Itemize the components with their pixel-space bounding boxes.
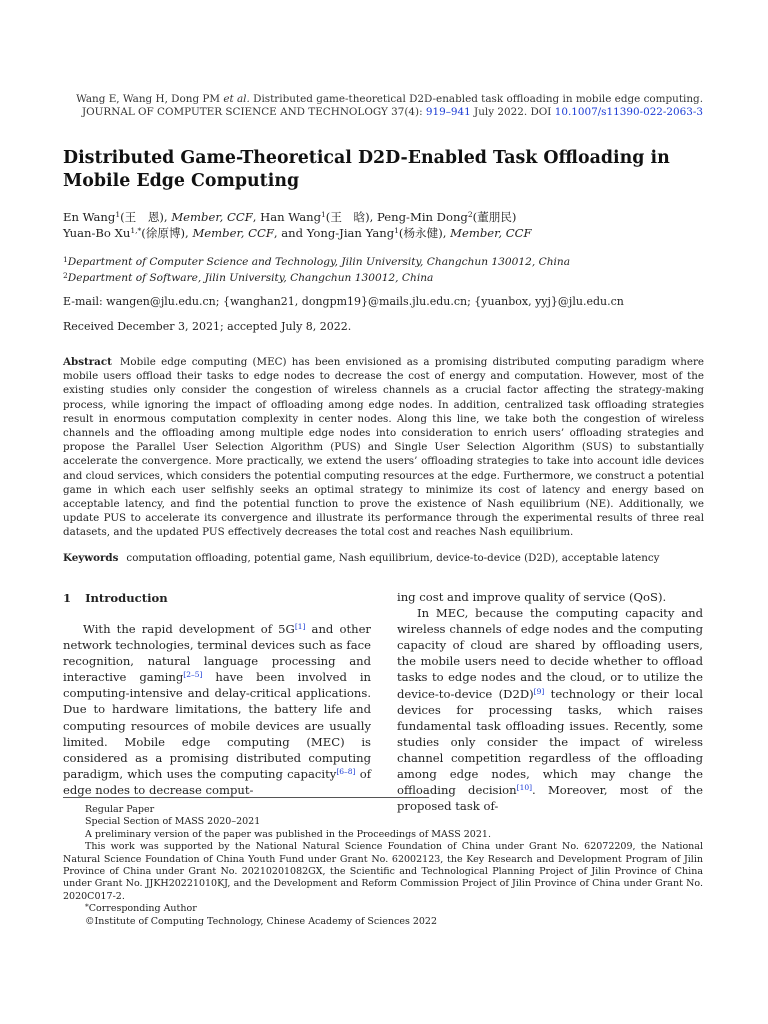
affiliation-text: Department of Software, Jilin University, Changchun 130012, China — [67, 272, 434, 284]
author-affil-mark: 1,* — [130, 226, 142, 235]
author-affil-mark: 2 — [467, 210, 473, 219]
section-number: 1 — [63, 591, 72, 605]
author-name: Yong-Jian Yang — [306, 226, 395, 240]
author-name: Han Wang — [260, 210, 322, 224]
publication-date: July 2022. DOI — [470, 106, 555, 118]
affiliation-text: Department of Computer Science and Technology, Jilin University, Changchun 130012, China — [67, 256, 571, 268]
author-chinese-name: (董朋民) — [472, 210, 517, 224]
abstract-label: Abstract — [63, 356, 112, 368]
affiliation-2 — [63, 271, 703, 285]
abstract-text: Mobile edge computing (MEC) has been envisioned as a promising distributed computing paradigm where mobile users offload their tasks to edge nodes to decrease the cost of energy and computation. However, most of the existing studies only consider the congestion of wireless channels as a crucial factor affecting the strategy-making process, while ignoring the impact of offloading among edge nodes. In addition, centralized task offloading strategies result in enormous computation complexity in center nodes. Along this line, we take both the congestion of wireless channels and the offloading among multiple edge nodes into consideration to enrich users’ offloading strategies and propose the Parallel User Selection Algorithm (PUS) and Single User Selection Algorithm (SUS) to substantially accelerate the convergence. More practically, we extend the users’ offloading strategies to take into account idle devices and cloud services, which considers the potential computing resources at the edge. Furthermore, we construct a potential game in which each user selfishly seeks an optimal strategy to minimize its cost of latency and energy based on acceptable latency, and find the potential function to prove the existence of Nash equilibrium (NE). Additionally, we update PUS to accelerate its convergence and illustrate its performance through the experimental results of three real datasets, and the updated PUS effectively decreases the total cost and reaches Nash equilibrium. — [63, 356, 704, 539]
footnote-preliminary-version: A preliminary version of the paper was published in the Proceedings of MASS 2021. — [85, 828, 491, 840]
author-chinese-name: (杨永健), — [398, 226, 451, 240]
abstract-block — [63, 355, 704, 540]
body-text: . Moreover, most of the proposed task of- — [397, 783, 703, 814]
author-membership: Member, CCF — [192, 226, 274, 240]
author-name: Yuan-Bo Xu — [63, 226, 131, 240]
received-dates: Received December 3, 2021; accepted July 8, 2022. — [63, 320, 352, 333]
affiliation-mark: 1 — [63, 255, 68, 264]
author-name: Peng-Min Dong — [377, 210, 468, 224]
pages-link[interactable]: 919–941 — [425, 106, 471, 118]
author-chinese-name: (王 恩), — [120, 210, 172, 224]
intro-paragraph-1 — [63, 621, 371, 798]
citation-line — [63, 93, 703, 106]
author-name: En Wang — [63, 210, 116, 224]
author-list — [63, 209, 703, 241]
author-membership: Member, CCF — [450, 226, 532, 240]
footnote-paper-type: Regular Paper — [85, 804, 155, 815]
corresponding-text: Corresponding Author — [88, 903, 197, 915]
intro-paragraph-2 — [397, 605, 703, 814]
right-column — [397, 589, 703, 814]
body-text: technology or their local devices for processing tasks, which raises fundamental task offloading issues. Recently, some studies only consider the impact of wireless channel competition regardless of the offloading among edge nodes, which may change the offloading decision — [397, 686, 703, 798]
author-chinese-name: (王 晗), — [325, 210, 377, 224]
citation-etal: et al. — [223, 93, 250, 105]
journal-line — [63, 106, 703, 119]
keywords-text: computation offloading, potential game, Nash equilibrium, device-to-device (D2D), acceptable latency — [126, 552, 660, 564]
paper-title — [63, 147, 703, 193]
affiliation-mark: 2 — [63, 271, 68, 280]
body-text: have been involved in computing-intensive and delay-critical applications. Due to hardware limitations, the battery life and computing resources of mobile devices are usually limited. Mobile edge computing (MEC) is considered as a promising distributed computing paradigm, which uses the computing capacity — [63, 670, 371, 781]
contact-email: E-mail: wangen@jlu.edu.cn; {wanghan21, dongpm19}@mails.jlu.edu.cn; {yuanbox, yyj}@jlu.edu.cn — [63, 295, 624, 308]
intro-paragraph-continued: ing cost and improve quality of service (QoS). — [397, 590, 667, 604]
body-text: and other network technologies, terminal devices such as face recognition, natural language processing and interactive gaming — [63, 622, 371, 685]
footnote-funding: This work was supported by the National Natural Science Foundation of China under Grant No. 62072209, the National Natural Science Foundation of China Youth Fund under Grant No. 62002123, the Key Research and Development Program of Jilin Province of China under Grant No. 20210201082GX, the Scientific and Technological Planning Project of Jilin Province of China under Grant No. JJKH20221010KJ, and the Development and Reform Commission Project of Jilin Province of China under Grant No. 2020C017-2. — [63, 841, 703, 902]
citation-ref[interactable]: [9] — [533, 686, 545, 696]
body-text: In MEC, because the computing capacity and wireless channels of edge nodes and the computing capacity of cloud are shared by offloading users, the mobile users need to decide whether to offload tasks to edge nodes and the cloud, or to utilize the device-to-device (D2D) — [397, 606, 703, 701]
body-text: With the rapid development of 5G — [83, 622, 295, 636]
title-line-1: Distributed Game-Theoretical D2D-Enabled Task Offloading in — [63, 148, 670, 168]
footnotes — [63, 804, 703, 928]
left-column — [63, 621, 371, 798]
citation-ref[interactable]: [10] — [516, 783, 533, 793]
section-title: Introduction — [85, 591, 168, 605]
title-line-2: Mobile Edge Computing — [63, 171, 300, 191]
author-chinese-name: (徐原博), — [141, 226, 193, 240]
body-text: of edge nodes to decrease comput- — [63, 766, 371, 797]
journal-name: JOURNAL OF COMPUTER SCIENCE AND TECHNOLOGY 37(4): — [81, 106, 426, 118]
author-line-2 — [63, 225, 703, 241]
author-line-1: En Wang$^1$(王 恩), Member, CCF, Han Wang$^1$(王 晗), Peng-Min Dong$^2$(董朋民) — [63, 210, 517, 224]
author-separator: , and — [273, 226, 307, 240]
corresponding-mark: * — [85, 902, 89, 912]
author-affil-mark: 1 — [115, 210, 121, 219]
section-heading — [63, 591, 168, 605]
footnote-divider — [63, 797, 429, 798]
author-affil-mark: 1 — [394, 226, 399, 235]
keywords-label: Keywords — [63, 552, 119, 564]
affiliation-1 — [63, 255, 703, 269]
citation-ref[interactable]: [2–5] — [183, 670, 203, 680]
citation-ref[interactable]: [1] — [294, 622, 306, 631]
footnote-special-section: Special Section of MASS 2020–2021 — [85, 816, 261, 828]
citation-authors: Wang E, Wang H, Dong PM — [76, 93, 221, 105]
author-affil-mark: 1 — [321, 210, 326, 219]
citation-title: Distributed game-theoretical D2D-enabled task offloading in mobile edge computing. — [249, 93, 703, 105]
doi-link[interactable]: 10.1007/s11390-022-2063-3 — [554, 106, 703, 118]
citation-ref[interactable]: [6–8] — [336, 766, 356, 776]
keywords-block — [63, 551, 703, 565]
footnote-corresponding — [63, 903, 703, 915]
footnote-copyright: ©Institute of Computing Technology, Chinese Academy of Sciences 2022 — [85, 915, 438, 927]
author-membership: Member, CCF — [171, 210, 253, 224]
